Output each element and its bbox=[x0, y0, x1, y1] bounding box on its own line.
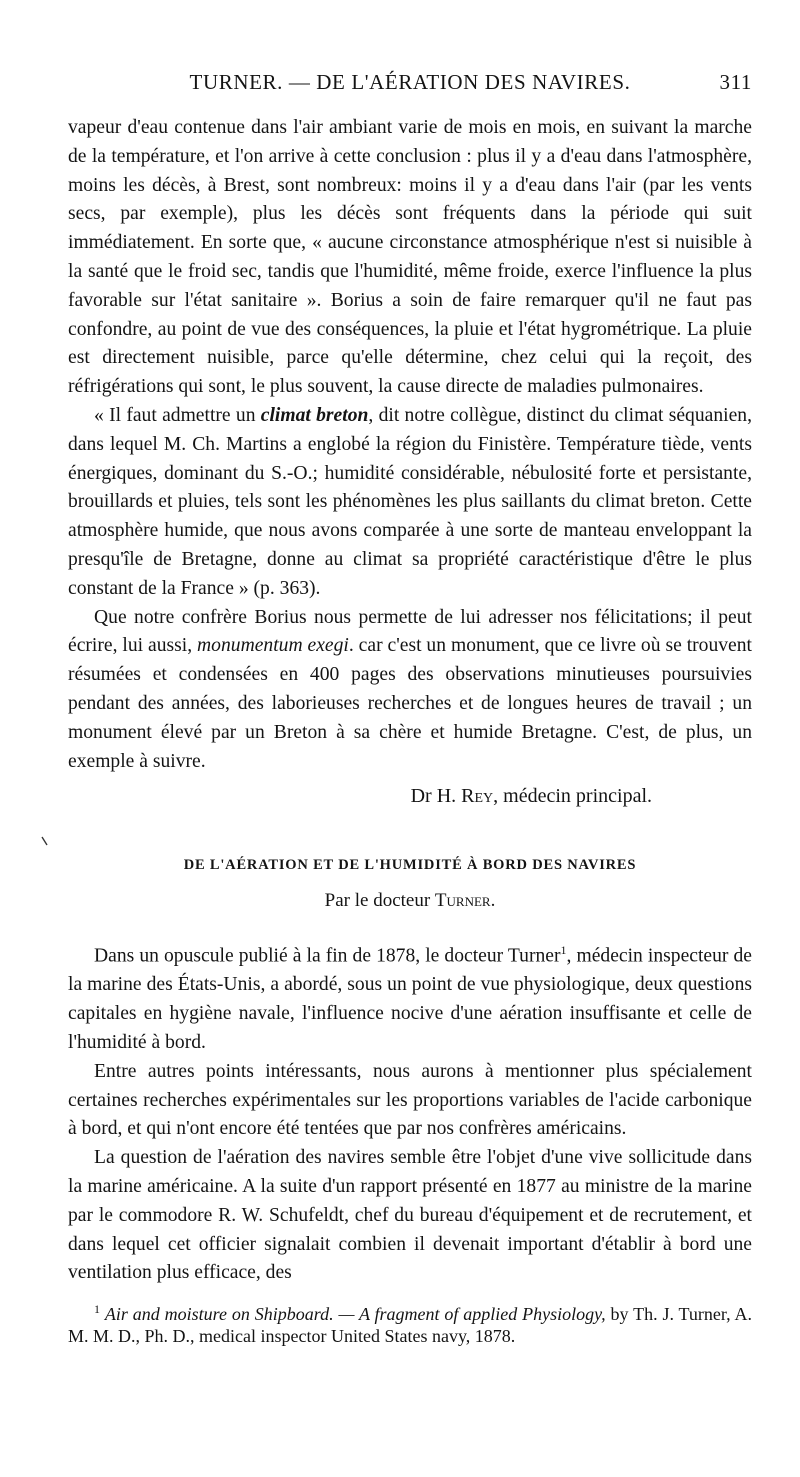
footnote-title: Air and moisture on Shipboard. — A fragment of applied Physiology, bbox=[104, 1304, 606, 1325]
margin-tick-mark bbox=[40, 834, 50, 848]
document-page bbox=[68, 70, 752, 1347]
paragraph: Entre autres points intéressants, nous aurons à mentionner plus spécialement certaines recherches expérimentales sur les proportions variables de l'acide carbonique à bord, et qui n'ont encore été tentées que par nos confrères américains. bbox=[68, 1060, 752, 1140]
byline bbox=[68, 890, 752, 912]
byline-prefix: Par le docteur bbox=[324, 890, 435, 912]
emphasis: monumentum exegi bbox=[197, 635, 349, 657]
article-rey bbox=[68, 114, 752, 811]
footnote-text: by Th. J. Turner, A. M. M. D., Ph. D., medical inspector United States navy, 1878. bbox=[68, 1304, 753, 1347]
paragraph bbox=[68, 936, 752, 1058]
text-span: , médecin inspecteur de la marine des États-Unis, a abordé, sous un point de vue physiologique, deux questions capitales en hygiène navale, l'influence nocive d'une aération insuffisante et celle de l'humidité à bord. bbox=[68, 945, 752, 1054]
byline-suffix: . bbox=[490, 890, 496, 912]
text-span: « Il faut admettre un bbox=[94, 404, 261, 426]
signature-prefix: Dr H. bbox=[410, 785, 462, 808]
signature bbox=[68, 782, 752, 811]
footnote-number: 1 bbox=[94, 1302, 100, 1317]
article-turner bbox=[68, 936, 752, 1288]
page-number: 311 bbox=[719, 70, 752, 94]
text-span: . car c'est un monument, que ce livre où se trouvent résumées et condensées en 400 pages des observations minutieuses poursuivies pendant des années, des laborieuses recherches et de longues heures de travail ; un monument élevé par un Breton à sa chère et humide Bretagne. C'est, de plus, un exemple à suivre. bbox=[68, 635, 752, 772]
paragraph bbox=[68, 604, 752, 777]
footnote-ref: 1 bbox=[560, 943, 567, 958]
byline-name: Turner bbox=[434, 890, 491, 912]
paragraph bbox=[68, 402, 752, 604]
section-title: DE L'AÉRATION ET DE L'HUMIDITÉ À BORD DES NAVIRES bbox=[183, 857, 637, 874]
paragraph: La question de l'aération des navires semble être l'objet d'une vive sollicitude dans la marine américaine. A la suite d'un rapport présenté en 1877 au ministre de la marine par le commodore R. W. Schufeldt, chef du bureau d'équipement et de recrutement, et dans lequel cet officier signalait combien il devenait important d'établir à bord une ventilation plus efficace, des bbox=[68, 1147, 752, 1284]
text-span: Que notre confrère Borius nous permette de lui adresser nos félicitations; il peut écrire, lui aussi, bbox=[68, 606, 752, 657]
emphasis: climat breton bbox=[260, 404, 369, 426]
running-head bbox=[68, 70, 752, 100]
text-span: Dans un opuscule publié à la fin de 1878, le docteur Turner bbox=[94, 945, 561, 967]
running-title: TURNER. — DE L'AÉRATION DES NAVIRES. bbox=[189, 70, 631, 94]
signature-name: Rey bbox=[461, 785, 494, 808]
paragraph: vapeur d'eau contenue dans l'air ambiant varie de mois en mois, en suivant la marche de la température, et l'on arrive à cette conclusion : plus il y a d'eau dans l'atmosphère, moins les décès, à Brest, sont nombreux: moins il y a d'eau dans l'air (par les vents secs, par exemple), plus les décès sont fréquents dans la période qui suit immédiatement. En sorte que, « aucune circonstance atmosphérique n'est si nuisible à la santé que le froid sec, tandis que l'humidité, même froide, exerce l'influence la plus favorable sur l'état sanitaire ». Borius a soin de faire remarquer qu'il ne faut pas confondre, au point de vue des conséquences, la pluie et l'état hygrométrique. La pluie est directement nuisible, parce qu'elle détermine, chez celui qui la reçoit, des réfrigérations qui sont, le plus souvent, la cause directe de maladies pulmonaires. bbox=[68, 117, 752, 398]
signature-suffix: , médecin principal. bbox=[493, 785, 652, 808]
text-span: , dit notre collègue, distinct du climat séquanien, dans lequel M. Ch. Martins a englobé la région du Finistère. Température tiède, vents énergiques, dominant du S.-O.; humidité considérable, nébulosité forte et persistante, brouillards et pluies, tels sont les phénomènes les plus saillants du climat breton. Cette atmosphère humide, que nous avons comparée à une sorte de manteau enveloppant la presqu'île de Bretagne, donne au climat sa propriété caractéristique d'être le plus constant de la France » (p. 363). bbox=[68, 404, 752, 599]
footnote bbox=[68, 1298, 752, 1347]
